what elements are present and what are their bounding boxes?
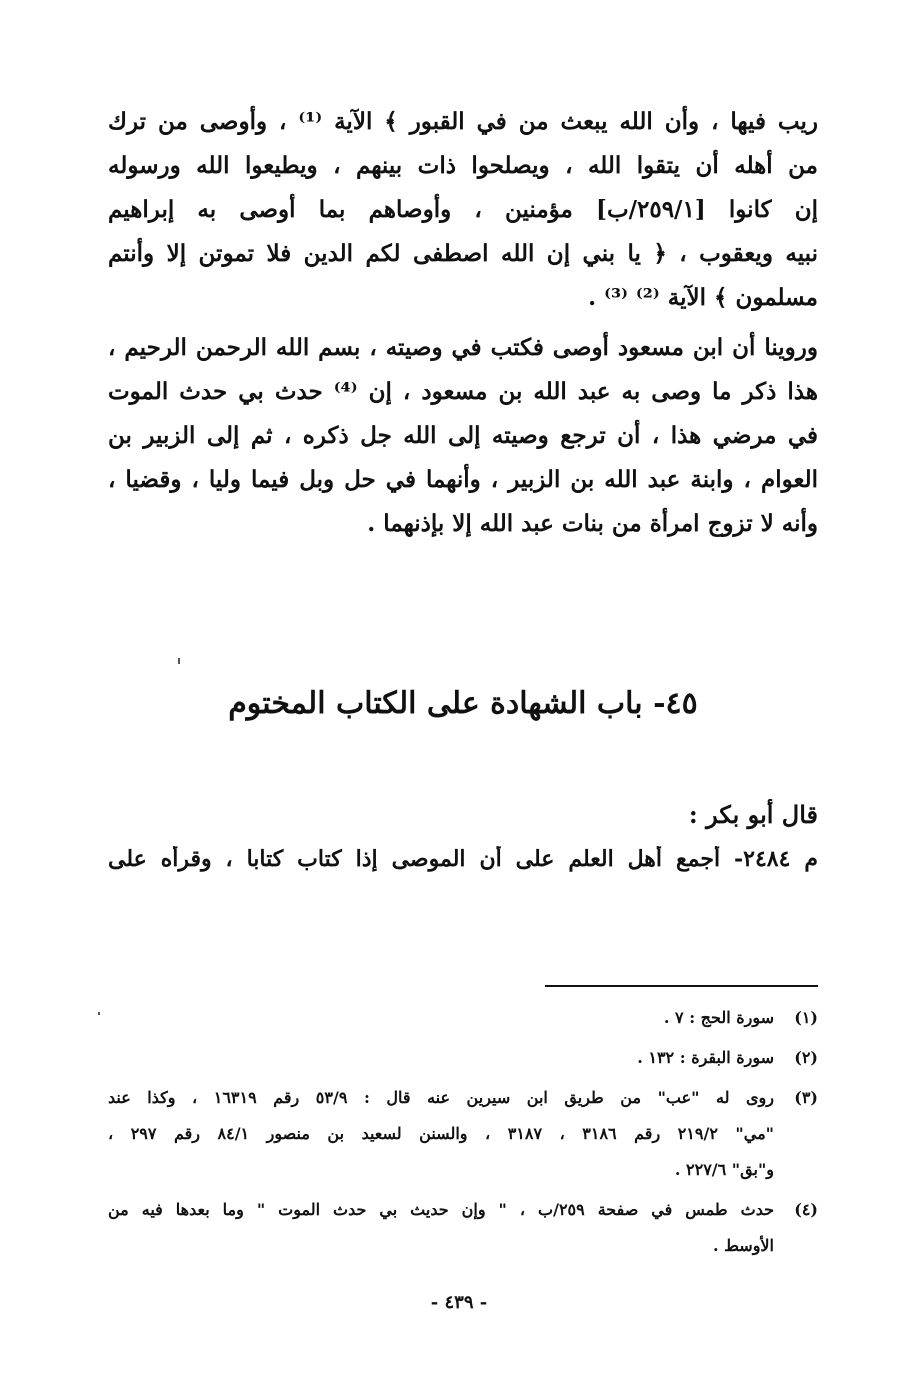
hadith-line: م ٢٤٨٤- أجمع أهل العلم على أن الموصى إذا كتاب كتابا ، وقرأه على xyxy=(108,846,818,872)
text-line: هذا ذكر ما وصى به عبد الله بن مسعود ، إن ⁽⁴⁾ حدث بي حدث الموت xyxy=(108,378,818,405)
text-line: وأنه لا تزوج امرأة من بنات عبد الله إلا بإذنهما . xyxy=(367,510,818,537)
footnote-text: و"بق" ٢٢٧/٦ . xyxy=(674,1160,774,1179)
footnote-text: سورة البقرة : ١٣٢ . xyxy=(637,1048,774,1067)
text-line: نبيه ويعقوب ، ﴿ يا بني إن الله اصطفى لكم الدين فلا تموتن إلا وأنتم xyxy=(108,240,818,267)
footnote-separator xyxy=(545,985,818,987)
text-line: إن كانوا [٢٥٩/١/ب] مؤمنين ، وأوصاهم بما أوصى به إبراهيم xyxy=(108,196,818,223)
footnote-text: سورة الحج : ٧ . xyxy=(663,1008,774,1027)
footnote-text: حدث طمس في صفحة ٢٥٩/ب ، " وإن حديث بي حدث الموت " وما بعدها فيه من xyxy=(108,1200,774,1219)
text-line: ريب فيها ، وأن الله يبعث من في القبور ﴾ الآية ⁽¹⁾ ، وأوصى من ترك xyxy=(108,108,818,135)
text-line: مسلمون ﴾ الآية ⁽²⁾ ⁽³⁾ . xyxy=(588,284,818,311)
scan-speck xyxy=(98,1012,100,1015)
footnote-text: "مي" ٢١٩/٢ رقم ٣١٨٦ ، ٣١٨٧ ، والسنن لسعيد بن منصور ٨٤/١ رقم ٢٩٧ ، xyxy=(108,1124,774,1143)
text-line: من أهله أن يتقوا الله ، ويصلحوا ذات بينهم ، ويطيعوا الله ورسوله xyxy=(108,152,818,179)
footnote-4 xyxy=(108,1192,818,1264)
chapter-heading: ٤٥- باب الشهادة على الكتاب المختوم xyxy=(228,686,698,721)
footnote-2 xyxy=(108,1040,818,1076)
paragraph-2 xyxy=(108,326,818,546)
paragraph-1 xyxy=(108,100,818,320)
footnotes xyxy=(108,1000,818,1268)
text-line: العوام ، وابنة عبد الله بن الزبير ، وأنهما في حل وبل فيما وليا ، وقضيا ، xyxy=(108,466,818,493)
footnote-number: (٣) xyxy=(794,1088,818,1107)
footnote-text: روى له "عب" من طريق ابن سيرين عنه قال : ٥٣/٩ رقم ١٦٣١٩ ، وكذا عند xyxy=(108,1088,774,1107)
footnote-3 xyxy=(108,1080,818,1188)
footnote-number: (٤) xyxy=(794,1200,818,1219)
footnote-1 xyxy=(108,1000,818,1036)
footnote-number: (١) xyxy=(794,1008,818,1027)
text-line: وروينا أن ابن مسعود أوصى فكتب في وصيته ، بسم الله الرحمن الرحيم ، xyxy=(108,334,818,361)
page-number: - ٤٣٩ - xyxy=(430,1292,488,1313)
main-text xyxy=(108,100,818,546)
text-line: في مرضي هذا ، أن ترجع وصيته إلى الله جل ذكره ، ثم إلى الزبير بن xyxy=(108,422,818,449)
speaker-line: قال أبو بكر : xyxy=(688,800,818,829)
footnote-text: الأوسط . xyxy=(712,1236,774,1255)
scan-speck xyxy=(178,658,180,664)
footnote-number: (٢) xyxy=(794,1048,818,1067)
